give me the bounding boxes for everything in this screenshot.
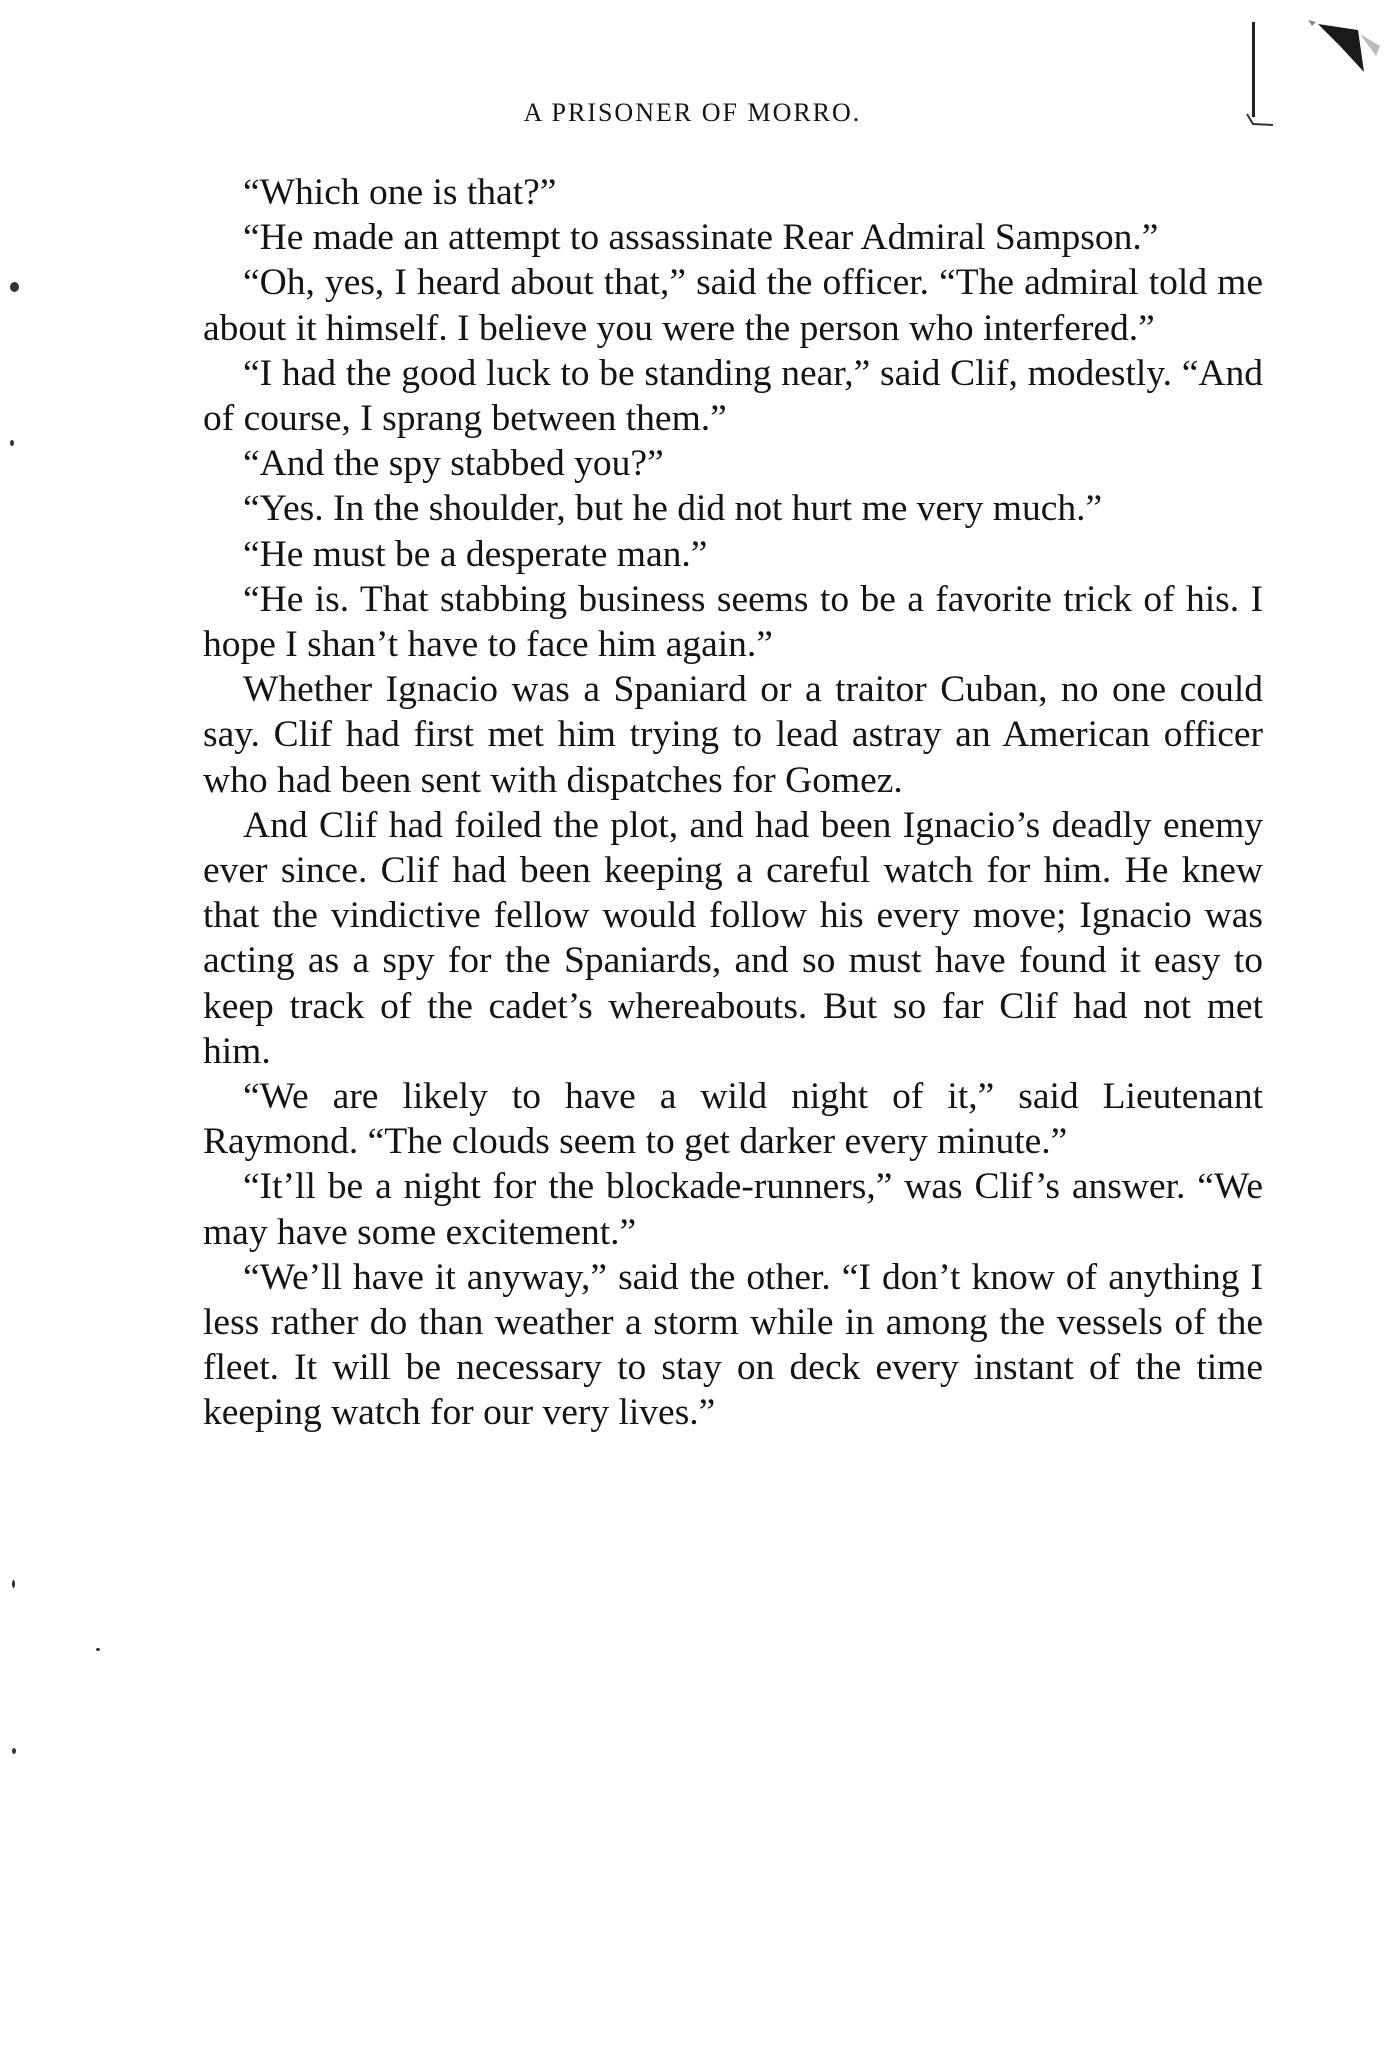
paragraph: Whether Ignacio was a Spaniard or a traitor Cuban, no one could say. Clif had first met him trying to lead astray an American officer who had been sent with dispatches for Gomez. (203, 669, 1263, 801)
scan-speck (10, 282, 19, 292)
paragraph: “We are likely to have a wild night of it,” said Lieutenant Raymond. “The clouds seem to get darker every minute.” (203, 1076, 1263, 1163)
scan-speck (10, 440, 14, 446)
scan-speck (12, 1580, 15, 1588)
paragraph: “We’ll have it anyway,” said the other. “I don’t know of anything I less rather do than weather a storm while in among the vessels of the fleet. It will be necessary to stay on deck every instant of the time keeping watch for our very lives.” (203, 1256, 1263, 1434)
paragraph: “He made an attempt to assassinate Rear Admiral Sampson.” (243, 217, 1159, 259)
paragraph: “He must be a desperate man.” (243, 533, 708, 575)
paragraph: “It’ll be a night for the blockade-runners,” was Clif’s answer. “We may have some excitement.” (203, 1166, 1263, 1253)
scan-speck (96, 1648, 100, 1651)
paragraph: “He is. That stabbing business seems to be a favorite trick of his. I hope I shan’t have to face him again.” (203, 578, 1263, 666)
paragraph: “Yes. In the shoulder, but he did not hurt me very much.” (243, 488, 1103, 530)
paragraph: “And the spy stabbed you?” (243, 443, 664, 485)
paragraph: “I had the good luck to be standing near,” said Clif, modestly. “And of course, I sprang between them.” (203, 352, 1263, 440)
body-text (203, 170, 1263, 1436)
paragraph: “Oh, yes, I heard about that,” said the officer. “The admiral told me about it himself. I believe you were the person who interfered.” (203, 262, 1263, 349)
paragraph: “Which one is that?” (243, 172, 557, 213)
page-corner-tab-mark (1300, 16, 1385, 91)
running-head-title: A PRISONER OF MORRO. (523, 98, 862, 127)
paragraph: And Clif had foiled the plot, and had been Ignacio’s deadly enemy ever since. Clif had been keeping a careful watch for him. He knew that the vindictive fellow would follow his every move; Ignacio was acting as a spy for the Spaniards, and so must have found it easy to keep track of the cadet’s whereabouts. But so far Clif had not met him. (203, 804, 1263, 1072)
scan-speck (12, 1748, 16, 1754)
